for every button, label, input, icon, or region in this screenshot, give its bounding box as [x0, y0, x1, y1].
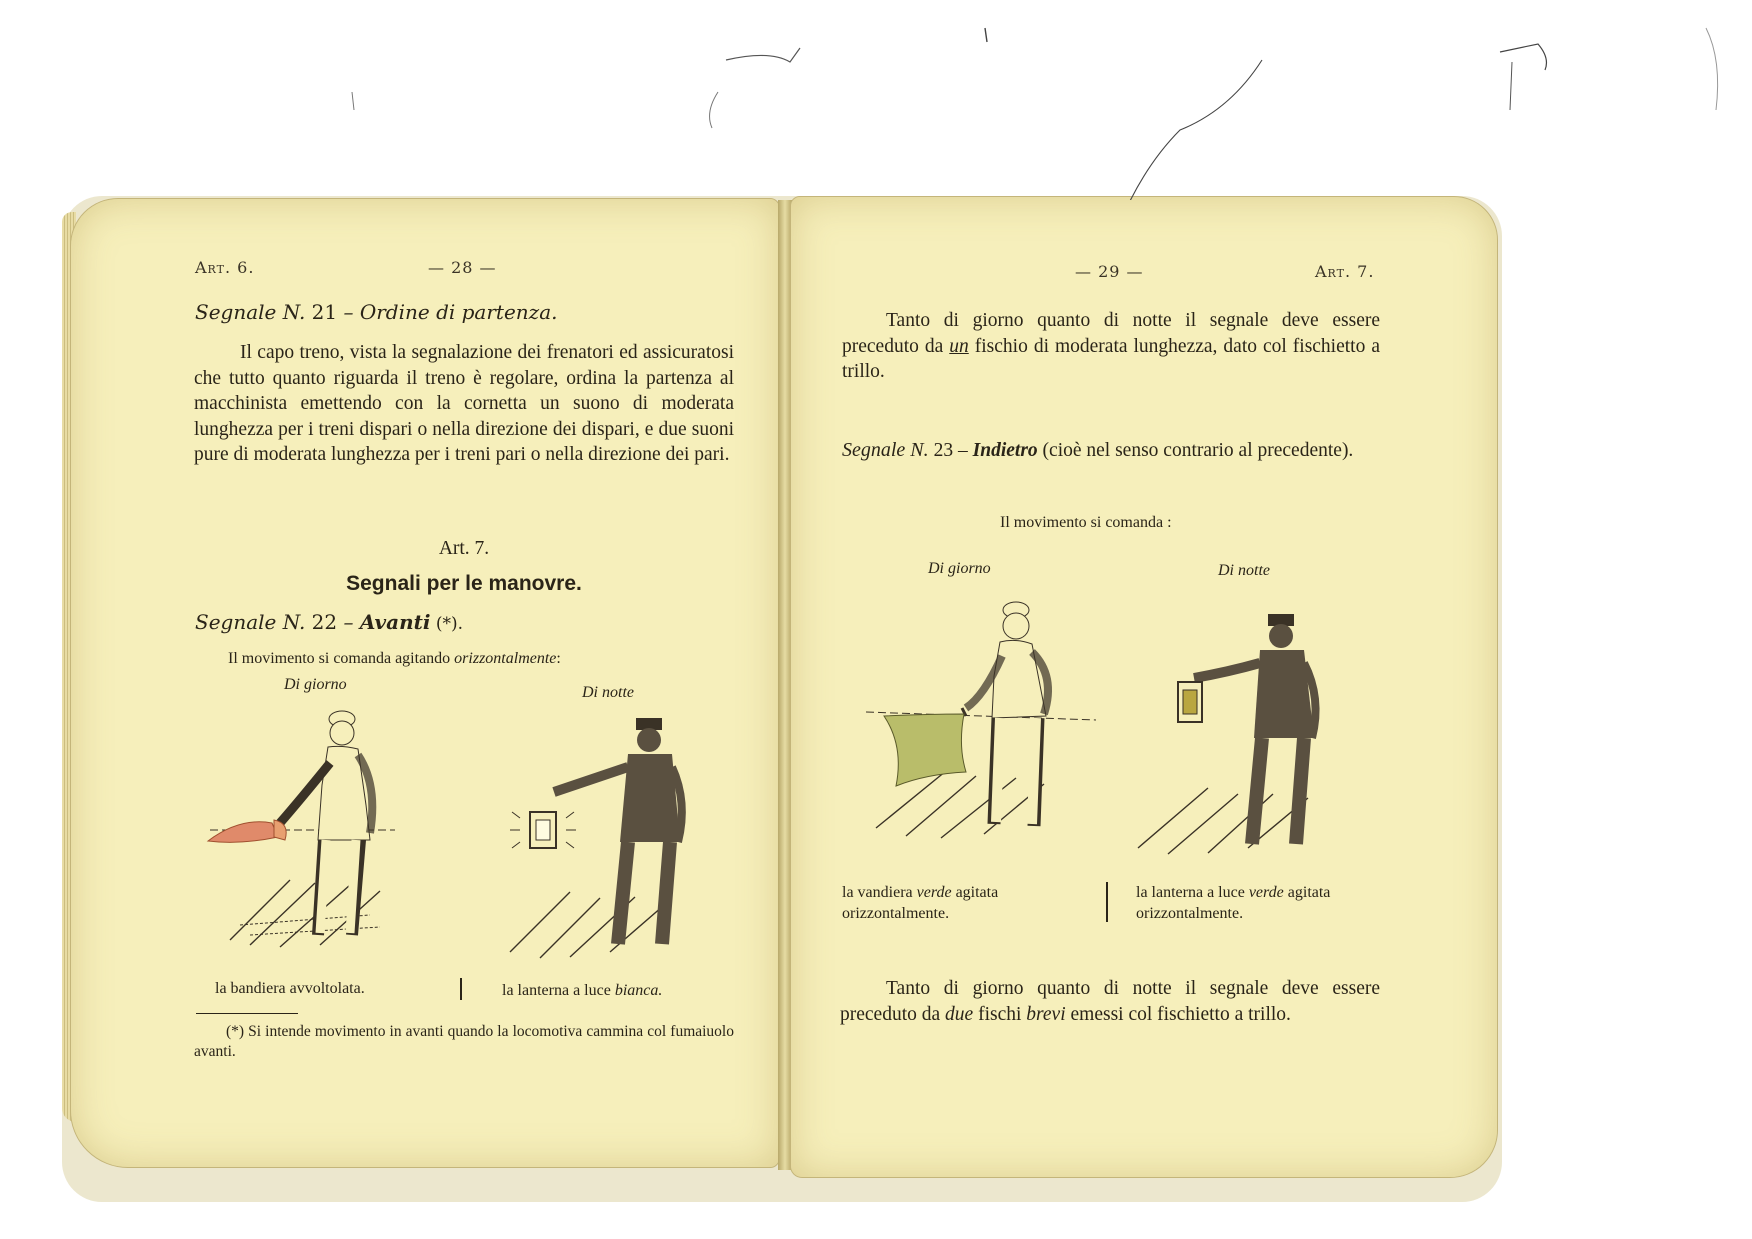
left-article-header: Art. 6.: [195, 258, 255, 277]
signal-prefix: Segnale N.: [195, 300, 312, 324]
right-paragraph-1: [842, 308, 1380, 385]
article-7-heading: Art. 7.: [438, 538, 490, 559]
left-page-number: — 28 —: [428, 258, 497, 277]
para-emphasis: brevi: [1026, 1003, 1066, 1025]
para-text: Tanto di giorno quanto di notte il segnale deve essere preceduto da: [842, 310, 1380, 357]
caption-text: agitata orizzontalmente.: [842, 884, 999, 922]
right-caption-night: [1136, 882, 1386, 924]
signal-name: Ordine di partenza.: [359, 300, 558, 324]
caption-emphasis: verde: [1248, 884, 1284, 901]
signal-22-title: [195, 610, 463, 634]
signal-21-paragraph: Il capo treno, vista la segnalazione dei frenatori ed assicuratosi che tutto quanto riguarda il treno è regolare, ordina la partenza al macchinista emettendo con la cornetta un suono di moderata lunghezza per i treni dispari o nella direzione dei dispari, e due suoni pure di moderata lunghezza per i treni pari o nella direzione dei pari.: [194, 342, 734, 465]
railway-worker-with-lantern-icon: [510, 712, 730, 960]
instruction-text: Il movimento si comanda agitando: [228, 650, 455, 667]
footnote-mark: (*).: [430, 614, 464, 634]
right-instruction: Il movimento si comanda :: [1000, 514, 1172, 531]
signal-23-title: [842, 438, 1380, 464]
right-label-day: Di giorno: [928, 560, 991, 577]
signal-21-title: [195, 300, 558, 324]
signal-name: Indietro: [972, 440, 1038, 461]
right-caption-day: [842, 882, 1082, 924]
railway-worker-with-green-flag-icon: [866, 596, 1106, 848]
caption-divider: [1106, 882, 1108, 922]
pencil-marks: [0, 0, 1752, 200]
railway-worker-with-green-lantern-icon: [1138, 608, 1358, 858]
signal-prefix: Segnale N.: [195, 610, 312, 634]
footnote: (*) Si intende movimento in avanti quando la locomotiva cammina col fumaiuolo avanti.: [194, 1023, 734, 1060]
para-text: fischi: [973, 1003, 1027, 1025]
left-caption-night: [502, 982, 662, 1000]
para-text: fischio di moderata lunghezza, dato col fischietto a trillo.: [842, 335, 1380, 382]
caption-emphasis: bianca.: [614, 982, 663, 999]
section-heading: Segnali per le manovre.: [346, 572, 582, 595]
signal-dash: –: [337, 300, 360, 324]
footnote-rule: [196, 1013, 298, 1014]
signal-rest: (cioè nel senso contrario al precedente).: [1037, 440, 1354, 461]
right-paragraph-2: [840, 976, 1380, 1027]
caption-divider: [460, 978, 462, 1000]
left-instruction: [228, 650, 561, 668]
railway-worker-with-flag-icon: [220, 705, 460, 955]
caption-text: agitata orizzontalmente.: [1136, 884, 1331, 922]
para-emphasis: un: [949, 335, 969, 357]
left-caption-day: la bandiera avvoltolata.: [215, 980, 365, 997]
signal-dash: –: [953, 440, 973, 461]
caption-text: la vandiera: [842, 884, 917, 901]
instruction-colon: :: [556, 650, 561, 667]
right-article-header: Art. 7.: [1315, 262, 1375, 281]
instruction-emphasis: orizzontalmente: [454, 650, 557, 667]
caption-text: la lanterna a luce: [502, 982, 615, 999]
para-text: Tanto di giorno quanto di notte il segnale deve essere preceduto da: [840, 978, 1380, 1025]
signal-number: 23: [933, 440, 954, 461]
signal-number: 21: [311, 300, 338, 324]
right-label-night: Di notte: [1218, 562, 1270, 579]
signal-dash: –: [337, 610, 360, 634]
para-text: emessi col fischietto a trillo.: [1065, 1003, 1291, 1025]
right-page-number: — 29 —: [1075, 262, 1144, 281]
signal-name: Avanti: [359, 610, 431, 634]
signal-number: 22: [311, 610, 338, 634]
left-label-day: Di giorno: [284, 676, 347, 693]
left-label-night: Di notte: [582, 684, 634, 701]
caption-emphasis: verde: [916, 884, 952, 901]
caption-text: la lanterna a luce: [1136, 884, 1249, 901]
signal-prefix: Segnale N.: [842, 439, 934, 461]
para-emphasis: due: [945, 1003, 974, 1025]
